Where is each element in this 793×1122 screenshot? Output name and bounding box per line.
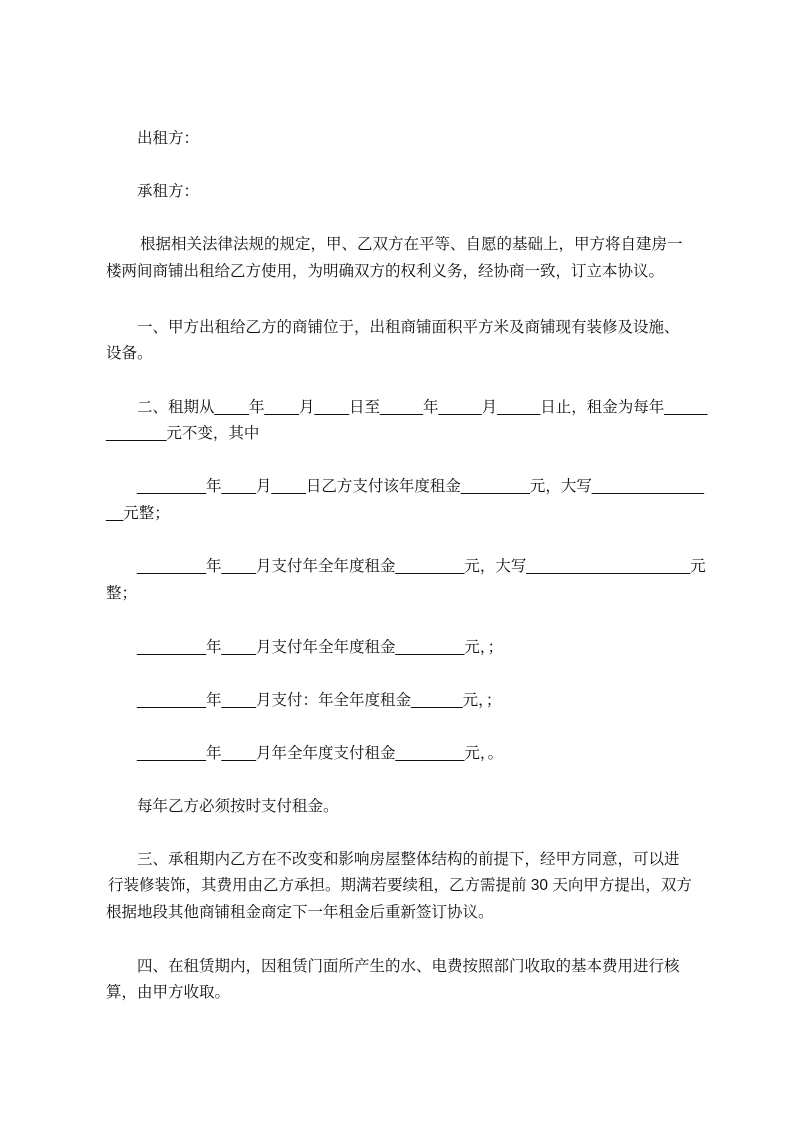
clause-2-line-1: 二、租期从____年____月____日至_____年_____月_____日止，租金为每年_____ — [137, 399, 708, 416]
lessee-label: 承租方： — [137, 183, 200, 200]
clause-3-line-2: 行装修装饰，其费用由乙方承担。期满若要续租，乙方需提前 30 天向甲方提出，双方 — [108, 877, 692, 894]
clause-3-line-1: 三、承租期内乙方在不改变和影响房屋整体结构的前提下，经甲方同意，可以进 — [137, 851, 680, 868]
payment-5: ________年____月年全年度支付租金________元，。 — [137, 745, 504, 762]
clause-4-line-1: 四、在租赁期内，因租赁门面所产生的水、电费按照部门收取的基本费用进行核 — [137, 958, 680, 975]
lessor-label: 出租方： — [137, 130, 200, 147]
clause-4-line-2: 算，由甲方收取。 — [106, 984, 231, 1001]
preamble-line-2: 楼两间商铺出租给乙方使用，为明确双方的权利义务，经协商一致，订立本协议。 — [106, 263, 665, 280]
payment-3: ________年____月支付年全年度租金________元，； — [137, 639, 504, 656]
payment-1-line-2: __元整； — [106, 505, 170, 522]
payment-1-line-1: ________年____月____日乙方支付该年度租金________元，大写_____________ — [137, 478, 704, 495]
clause-3-line-3: 根据地段其他商铺租金商定下一年租金后重新签订协议。 — [106, 904, 494, 921]
clause-1-line-2: 设备。 — [106, 345, 153, 362]
preamble-line-1: 根据相关法律法规的规定，甲、乙双方在平等、自愿的基础上，甲方将自建房一 — [140, 236, 683, 253]
payment-4: ________年____月支付：年全年度租金______元，； — [137, 692, 502, 709]
clause-1-line-1: 一、甲方出租给乙方的商铺位于，出租商铺面积平方米及商铺现有装修及设施、 — [137, 319, 680, 336]
payment-2-line-1: ________年____月支付年全年度租金________元，大写___________________元 — [137, 558, 706, 575]
payment-note: 每年乙方必须按时支付租金。 — [137, 798, 339, 815]
clause-2-line-2: _______元不变，其中 — [106, 425, 260, 442]
payment-2-line-2: 整； — [106, 585, 138, 602]
